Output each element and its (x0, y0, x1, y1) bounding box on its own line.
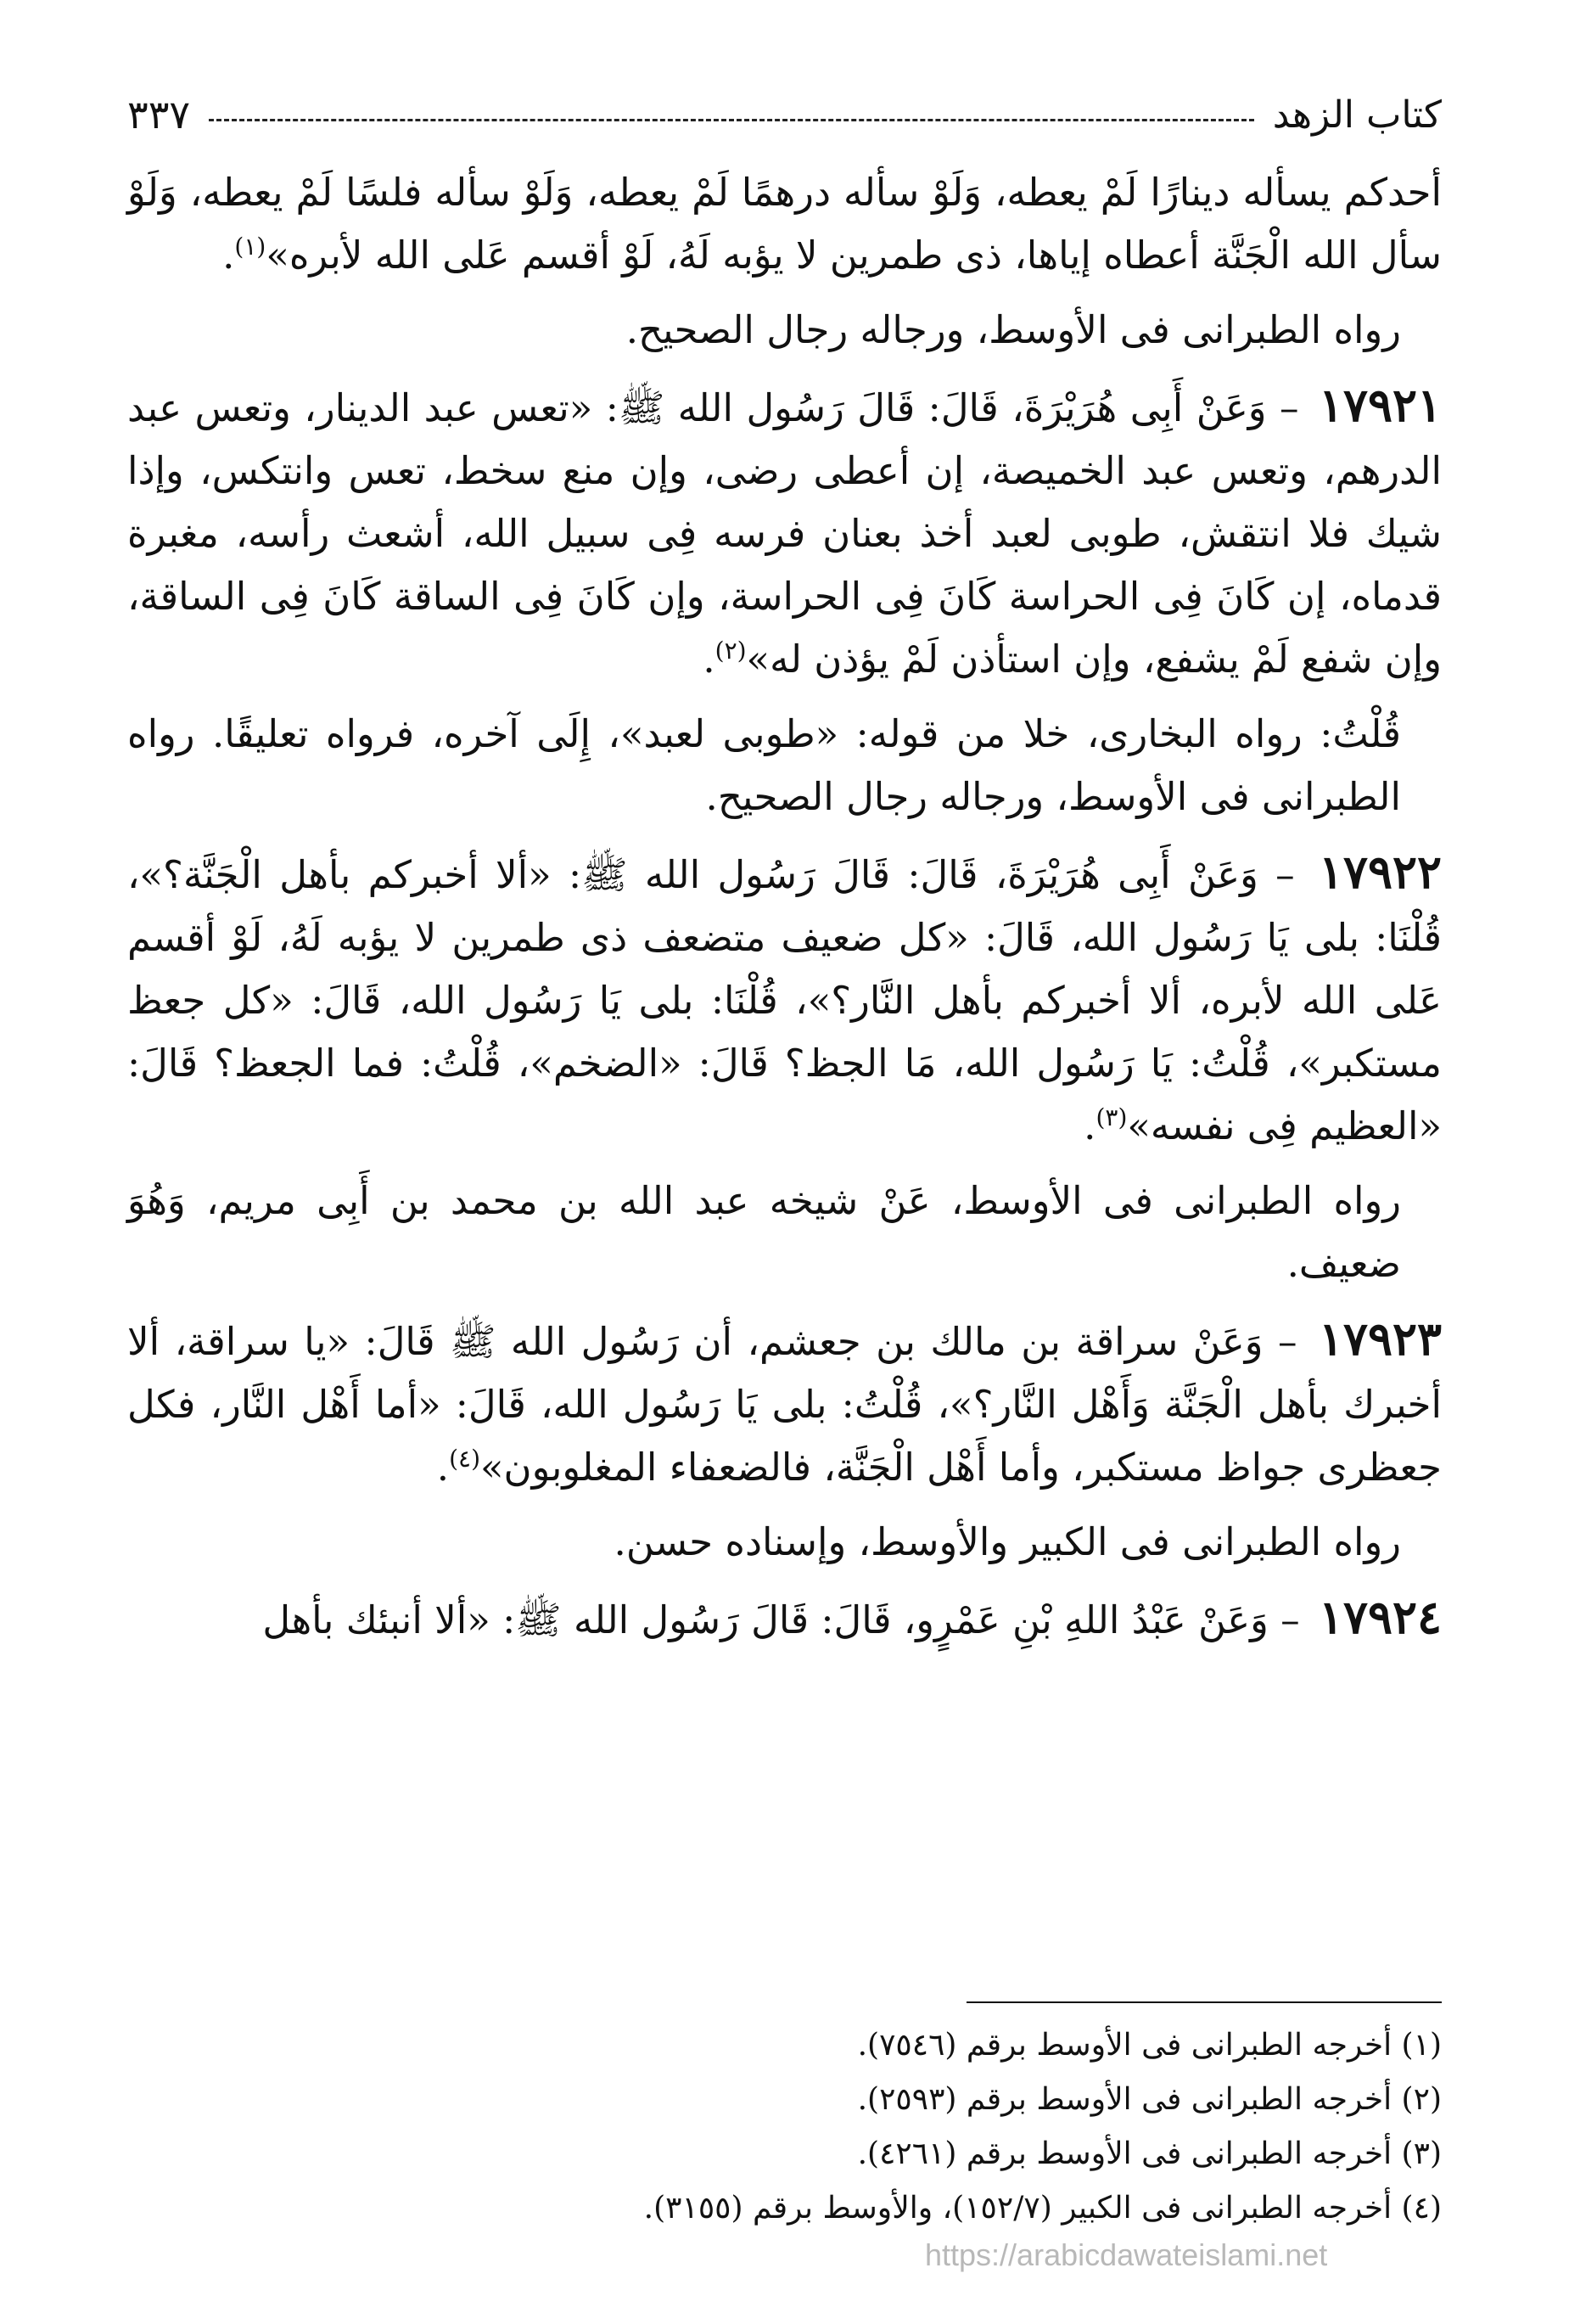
running-header (127, 85, 1442, 144)
punctuation: . (1084, 1103, 1096, 1148)
footnote-4: (٤) أخرجه الطبرانى فى الكبير (١٥٢/٧)، والأوسط برقم (٣١٥٥). (643, 2191, 1442, 2226)
hadith-number: ١٧٩٢١ (1318, 378, 1442, 432)
header-dashed-rule (209, 119, 1254, 121)
paragraph-text: قُلْتُ: رواه البخارى، خلا من قوله: «طوبى لعبد»، إِلَى آخره، فرواه تعليقًا. رواه الطبرانى فى الأوسط، ورجاله رجال الصحيح. (127, 711, 1401, 819)
footnote-marker: (١) (234, 233, 266, 261)
paragraph-text: رواه الطبرانى فى الأوسط، عَنْ شيخه عبد الله بن محمد بن أَبِى مريم، وَهُوَ ضعيف. (127, 1178, 1402, 1286)
footnote-marker: (٤) (449, 1445, 480, 1473)
footnote-2: (٢) أخرجه الطبرانى فى الأوسط برقم (٢٥٩٣). (857, 2082, 1442, 2117)
footnote-3: (٣) أخرجه الطبرانى فى الأوسط برقم (٤٢٦١). (857, 2136, 1442, 2171)
source-note (127, 1511, 1442, 1574)
paragraph-text: رواه الطبرانى فى الكبير والأوسط، وإسناده حسن. (614, 1519, 1401, 1564)
source-note (127, 299, 1442, 362)
footnote-separator (967, 2001, 1442, 2003)
hadith-entry (127, 373, 1442, 691)
footnote-marker: (٣) (1095, 1103, 1128, 1131)
hadith-number: ١٧٩٢٢ (1318, 845, 1442, 899)
footnotes (127, 2020, 1442, 2237)
book-title: كتاب الزهد (1272, 93, 1442, 137)
punctuation: . (436, 1445, 450, 1490)
hadith-number: ١٧٩٢٤ (1318, 1590, 1442, 1644)
hadith-number: ١٧٩٢٣ (1318, 1311, 1442, 1366)
commentary (127, 703, 1442, 828)
source-note (127, 1170, 1442, 1295)
hadith-entry (127, 1586, 1442, 1652)
hadith-text: – وَعَنْ سراقة بن مالك بن جعشم، أن رَسُول الله ﷺ قَالَ: «يا سراقة، ألا أخبرك بأهل الْجَنَّة وَأَهْل النَّار؟»، قُلْتُ: بلى يَا رَسُول الله، قَالَ: «أما أَهْل النَّار، فكل جعظرى جواظ مستكبر، وأما أَهْل الْجَنَّة، فالضعفاء المغلوبون» (127, 1319, 1442, 1490)
punctuation: . (703, 637, 715, 682)
paragraph-text: رواه الطبرانى فى الأوسط، ورجاله رجال الصحيح. (625, 307, 1401, 352)
paragraph-continuation (127, 161, 1442, 287)
main-text (127, 161, 1442, 1664)
watermark-url: https://arabicdawateislami.net (925, 2237, 1328, 2272)
hadith-entry (127, 1307, 1442, 1499)
footnote-1: (١) أخرجه الطبرانى فى الأوسط برقم (٧٥٤٦). (857, 2028, 1442, 2063)
punctuation: . (222, 233, 235, 278)
paragraph-text: أحدكم يسأله دينارًا لَمْ يعطه، وَلَوْ سأله درهمًا لَمْ يعطه، وَلَوْ سأله فلسًا لَمْ يعطه، وَلَوْ سأل الله الْجَنَّة أعطاه إياها، ذى طمرين لا يؤبه لَهُ، لَوْ أقسم عَلى الله لأبره» (127, 170, 1442, 278)
hadith-text: – وَعَنْ أَبِى هُرَيْرَةَ، قَالَ: قَالَ رَسُول الله ﷺ: «تعس عبد الدينار، وتعس عبد الدرهم، وتعس عبد الخميصة، إن أعطى رضى، وإن منع سخط، تعس وانتكس، وإذا شيك فلا انتقش، طوبى لعبد أخذ بعنان فرسه فِى سبيل الله، أشعث رأسه، مغبرة قدماه، إن كَانَ فِى الحراسة كَانَ فِى الحراسة، وإن كَانَ فِى الساقة كَانَ فِى الساقة، وإن شفع لَمْ يشفع، وإن استأذن لَمْ يؤذن له» (127, 385, 1442, 682)
hadith-entry (127, 840, 1442, 1158)
hadith-text: – وَعَنْ أَبِى هُرَيْرَةَ، قَالَ: قَالَ رَسُول الله ﷺ: «ألا أخبركم بأهل الْجَنَّة؟»، قُلْنَا: بلى يَا رَسُول الله، قَالَ: «كل ضعيف متضعف ذى طمرين لا يؤبه لَهُ، لَوْ أقسم عَلى الله لأبره، ألا أخبركم بأهل النَّار؟»، قُلْنَا: بلى يَا رَسُول الله، قَالَ: «كل جعظ مستكبر»، قُلْتُ: يَا رَسُول الله، مَا الجظ؟ قَالَ: «الضخم»، قُلْتُ: فما الجعظ؟ قَالَ: «العظيم فِى نفسه» (127, 852, 1442, 1148)
page-number: ٣٣٧ (127, 92, 191, 138)
hadith-text: – وَعَنْ عَبْدُ اللهِ بْنِ عَمْرٍو، قَالَ: قَالَ رَسُول الله ﷺ: «ألا أنبئك بأهل (262, 1597, 1300, 1642)
footnote-marker: (٢) (714, 637, 747, 665)
